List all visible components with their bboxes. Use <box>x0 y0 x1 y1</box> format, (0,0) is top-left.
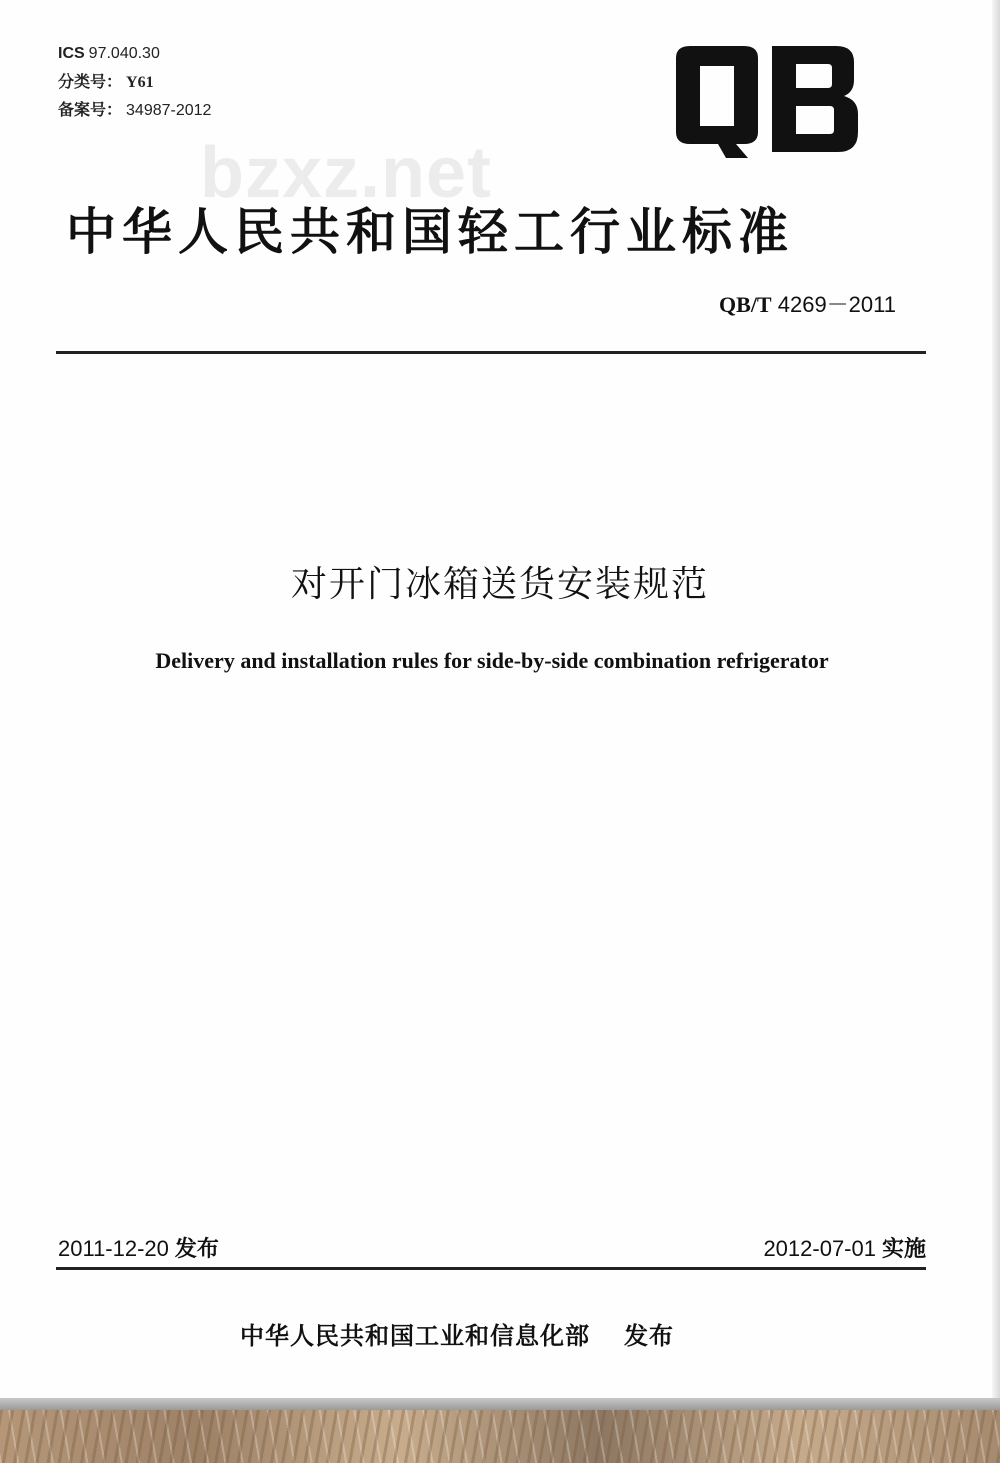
effective-date <box>763 1232 926 1263</box>
qb-logo <box>668 40 864 164</box>
org-title: 中华人民共和国轻工行业标准 <box>66 203 794 261</box>
record-value: 34987-2012 <box>126 102 212 119</box>
standard-number <box>719 288 896 319</box>
effective-label: 实施 <box>881 1237 926 1262</box>
effective-date-value: 2012-07-01 <box>763 1236 876 1261</box>
ics-value: 97.040.30 <box>88 45 160 62</box>
classification-value: Y61 <box>126 74 154 91</box>
release-date-value: 2011-12-20 <box>58 1236 169 1261</box>
release-date <box>58 1232 219 1263</box>
release-label: 发布 <box>174 1237 219 1262</box>
issuer-name: 中华人民共和国工业和信息化部 <box>240 1322 590 1350</box>
ics-label: ICS <box>58 45 85 62</box>
standard-number-value: 4269－2011 <box>777 292 896 317</box>
issuer-line <box>240 1316 674 1351</box>
page-bottom-edge <box>0 1398 1000 1410</box>
classification-line <box>58 73 154 93</box>
bottom-divider <box>56 1267 926 1270</box>
document-title-en: Delivery and installation rules for side-by-side combination refrigerator <box>155 648 829 673</box>
top-divider <box>56 351 926 354</box>
record-label: 备案号： <box>58 102 123 119</box>
document-title-cn: 对开门冰箱送货安装规范 <box>290 564 709 605</box>
standard-code: QB/T <box>719 292 772 317</box>
issue-label: 发布 <box>624 1322 674 1350</box>
background-surface <box>0 1410 1000 1463</box>
watermark-text: bzxz.net <box>200 133 493 213</box>
page-edge <box>992 0 1000 1402</box>
record-line <box>58 101 211 121</box>
classification-label: 分类号： <box>58 74 123 91</box>
ics-line <box>58 44 160 64</box>
